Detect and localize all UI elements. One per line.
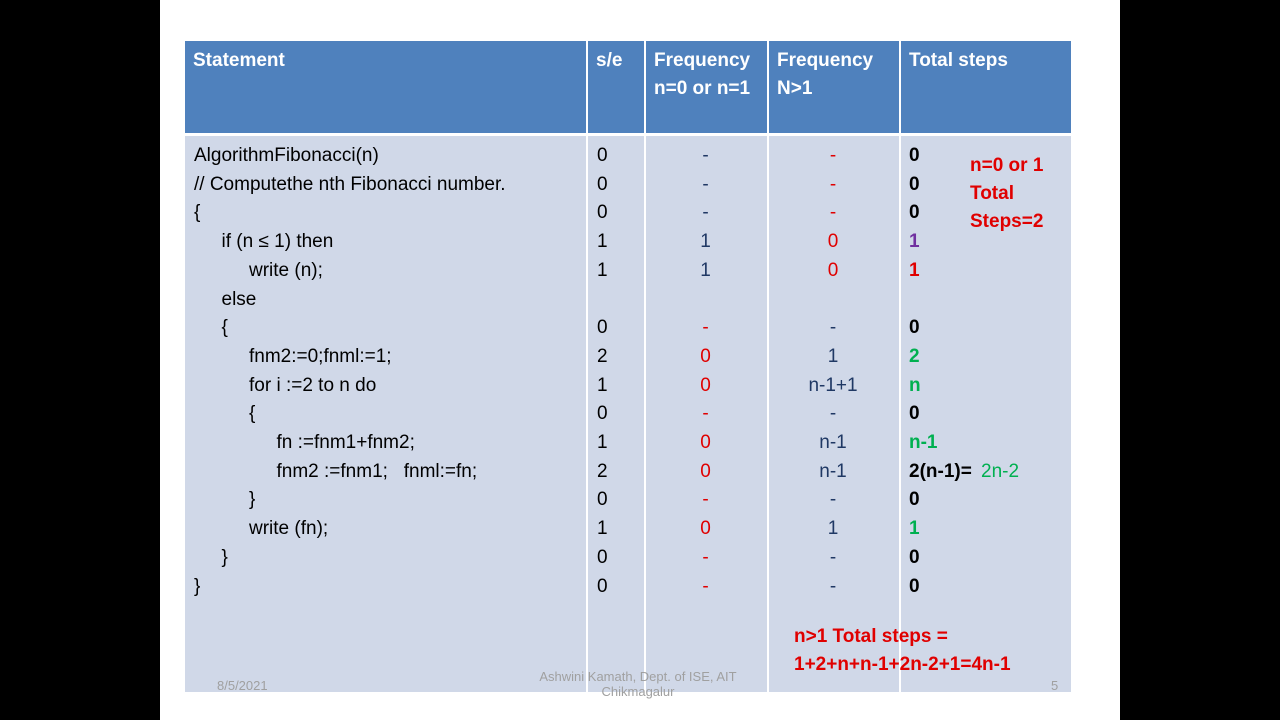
freq1-cell: - (829, 202, 837, 224)
total-cell: 0 (909, 575, 920, 597)
freq1-cell: n-1 (819, 432, 847, 453)
statement-cell: fnm2:=0;fnml:=1; (249, 345, 392, 367)
table-row (185, 371, 1071, 400)
step-count-table (185, 41, 1071, 692)
table-row (185, 457, 1071, 486)
freq1-cell: n-1 (819, 460, 847, 482)
se-cell: 0 (597, 403, 608, 425)
header-statement: Statement (185, 41, 586, 133)
header-total: Total steps (901, 41, 1071, 133)
total-cell: n (909, 374, 921, 396)
se-cell: 1 (597, 432, 608, 453)
se-cell: 2 (597, 345, 608, 367)
se-cell: 1 (597, 374, 608, 396)
table-row (185, 285, 1071, 314)
table-row (185, 514, 1071, 543)
freq1-cell: - (829, 145, 837, 166)
freq1-cell: - (829, 575, 837, 597)
total-cell: 0 (909, 317, 920, 339)
header-se: s/e (588, 41, 644, 133)
table-row (185, 399, 1071, 428)
total-cell: n-1 (909, 432, 938, 453)
freq0-cell: - (702, 202, 709, 224)
freq0-cell: - (702, 173, 709, 195)
statement-cell: } (221, 546, 228, 568)
se-cell: 0 (597, 546, 608, 568)
header-freq1: Frequency N>1 (769, 41, 899, 133)
freq0-cell: - (702, 145, 709, 166)
freq0-cell: - (702, 403, 709, 425)
note-small-2: Total (970, 183, 1014, 204)
se-cell: 0 (597, 489, 608, 511)
freq0-cell: - (702, 489, 709, 511)
freq0-cell: 0 (700, 374, 711, 396)
freq1-cell: n-1+1 (808, 374, 858, 396)
table-row (185, 256, 1071, 285)
footer-author-line1: Ashwini Kamath, Dept. of ISE, AIT (539, 669, 737, 684)
total-cell: 0 (909, 546, 920, 568)
statement-cell: { (221, 317, 228, 339)
total-cell: 0 (909, 173, 920, 195)
freq0-cell: 0 (700, 432, 711, 453)
total-cell: 1 (909, 518, 920, 540)
table-row (185, 572, 1071, 601)
table-row (185, 313, 1071, 342)
footer-date: 8/5/2021 (217, 678, 268, 693)
note-small-3: Steps=2 (970, 211, 1044, 232)
se-cell: 1 (597, 518, 608, 540)
total-cell-simplified: 2n-2 (981, 460, 1020, 482)
statement-cell: fnm2 :=fnm1; fnml:=fn; (276, 460, 478, 482)
statement-cell: // Computethe nth Fibonacci number. (194, 173, 506, 195)
se-cell: 0 (597, 202, 608, 224)
note-big-1: n>1 Total steps = (794, 626, 948, 647)
note-small-1: n=0 or 1 (970, 155, 1044, 176)
total-cell: 1 (909, 231, 920, 253)
se-cell: 0 (597, 317, 608, 339)
statement-cell: write (fn); (249, 518, 329, 540)
statement-cell: for i :=2 to n do (249, 374, 377, 396)
freq0-cell: 1 (700, 259, 711, 281)
se-cell: 0 (597, 145, 608, 166)
footer-author-line2: Chikmagalur (601, 684, 675, 699)
total-cell: 1 (909, 259, 920, 281)
table-row (185, 227, 1071, 256)
freq0-cell: - (702, 546, 709, 568)
freq0-cell: 0 (700, 460, 711, 482)
freq1-cell: 1 (827, 518, 839, 540)
statement-cell: else (221, 288, 257, 310)
freq1-cell: - (829, 489, 837, 511)
freq0-cell: 0 (700, 518, 711, 540)
statement-cell: { (194, 202, 201, 224)
freq1-cell: 0 (827, 259, 839, 281)
freq1-cell: 0 (827, 231, 839, 253)
total-cell: 2(n-1)= (909, 460, 972, 482)
freq1-cell: - (829, 173, 837, 195)
table-row (185, 198, 1071, 227)
footer-page: 5 (1051, 678, 1059, 693)
table-row (185, 141, 1071, 170)
freq1-cell: 1 (827, 345, 839, 367)
total-cell: 0 (909, 403, 920, 425)
table-row (185, 170, 1071, 199)
statement-cell: write (n); (249, 259, 323, 281)
table-row (185, 428, 1071, 457)
freq0-cell: 0 (700, 345, 711, 367)
note-big-2: 1+2+n+n-1+2n-2+1=4n-1 (794, 654, 1011, 675)
freq1-cell: - (829, 317, 837, 339)
table-row (185, 342, 1071, 371)
statement-cell: } (194, 575, 201, 597)
se-cell: 2 (597, 460, 608, 482)
total-cell: 0 (909, 489, 920, 511)
freq0-cell: 1 (700, 231, 711, 253)
total-cell: 0 (909, 145, 920, 166)
statement-cell: AlgorithmFibonacci(n) (194, 145, 379, 166)
footer-author (520, 669, 756, 699)
header-freq0: Frequency n=0 or n=1 (646, 41, 767, 133)
table-row (185, 543, 1071, 572)
total-cell: 2 (909, 345, 920, 367)
total-cell: 0 (909, 202, 920, 224)
statement-cell: if (n ≤ 1) then (221, 231, 334, 253)
se-cell: 1 (597, 231, 608, 253)
freq1-cell: - (829, 403, 837, 425)
se-cell: 0 (597, 575, 608, 597)
statement-cell: { (249, 403, 256, 425)
freq1-cell: - (829, 546, 837, 568)
se-cell: 1 (597, 259, 608, 281)
se-cell: 0 (597, 173, 608, 195)
freq0-cell: - (702, 317, 709, 339)
statement-cell: fn :=fnm1+fnm2; (276, 432, 415, 453)
table-row (185, 485, 1071, 514)
freq0-cell: - (702, 575, 709, 597)
statement-cell: } (249, 489, 256, 511)
